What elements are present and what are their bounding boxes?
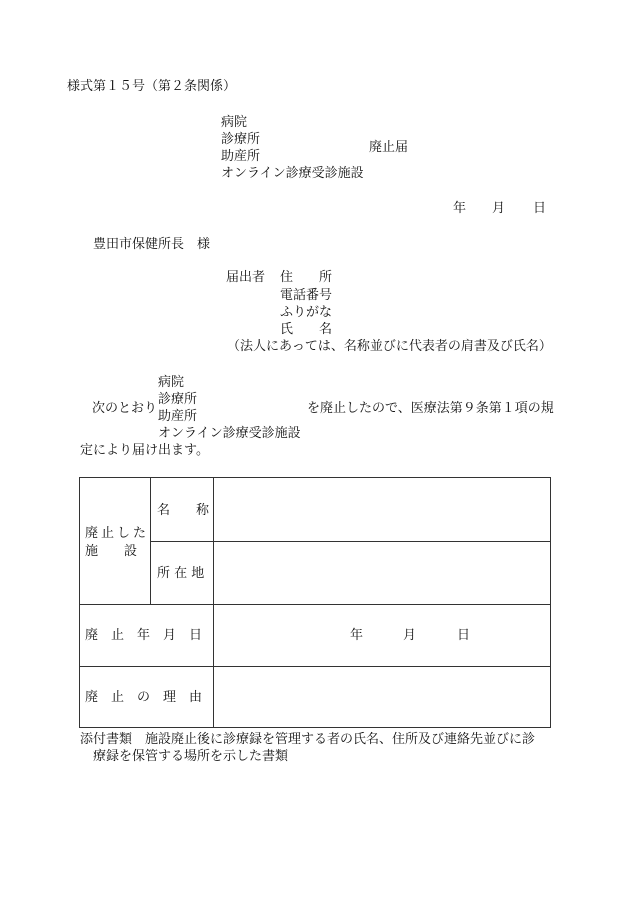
facility-name-field[interactable] <box>218 502 548 520</box>
closure-reason-label: 廃 止 の 理 由 <box>85 690 203 705</box>
closure-date-day: 日 <box>457 628 471 643</box>
applicant-name-label: 氏 名 <box>280 322 333 337</box>
attachments-line1: 添付書類 施設廃止後に診療録を管理する者の氏名、住所及び連絡先並びに診 <box>80 732 536 747</box>
closure-date-month: 月 <box>403 628 417 643</box>
closure-date-label: 廃 止 年 月 日 <box>85 628 203 643</box>
closure-reason-field[interactable] <box>218 688 548 706</box>
title-facility-maternity: 助産所 <box>221 149 261 164</box>
facility-header-line1: 廃止した <box>85 526 150 541</box>
body-line2: 定により届け出ます。 <box>80 443 209 458</box>
body-facility-online: オンライン診療受診施設 <box>158 426 301 441</box>
table-divider-h3 <box>80 666 550 667</box>
facility-header-line2: 施 設 <box>85 544 138 559</box>
date-day: 日 <box>533 201 547 216</box>
facility-location-field[interactable] <box>218 565 548 583</box>
body-facility-maternity: 助産所 <box>158 409 198 424</box>
body-facility-hospital: 病院 <box>158 375 185 390</box>
closure-date-year: 年 <box>350 628 364 643</box>
closure-table <box>79 477 551 728</box>
applicant-furigana-label: ふりがな <box>280 305 333 320</box>
applicant-corporate-note: （法人にあっては、名称並びに代表者の肩書及び氏名） <box>227 339 552 354</box>
table-divider-v-main <box>213 478 214 727</box>
title-suffix: 廃止届 <box>369 140 409 155</box>
facility-location-label: 所 在 地 <box>157 566 205 581</box>
body-suffix: を廃止したので、医療法第９条第１項の規 <box>307 401 554 416</box>
applicant-label: 届出者 <box>226 270 266 285</box>
title-facility-hospital: 病院 <box>221 115 248 130</box>
body-prefix: 次のとおり <box>92 401 158 416</box>
form-number: 様式第１５号（第２条関係） <box>67 79 237 94</box>
date-year: 年 <box>453 201 467 216</box>
title-facility-online: オンライン診療受診施設 <box>221 166 364 181</box>
attachments-line2: 療録を保管する場所を示した書類 <box>93 749 289 764</box>
date-month: 月 <box>492 201 506 216</box>
table-divider-h1 <box>150 541 550 542</box>
title-facility-clinic: 診療所 <box>221 132 261 147</box>
facility-name-label: 名 称 <box>157 503 210 518</box>
addressee: 豊田市保健所長 様 <box>93 237 211 252</box>
applicant-address-label: 住 所 <box>280 270 333 285</box>
applicant-phone-label: 電話番号 <box>280 288 333 303</box>
table-divider-h2 <box>80 604 550 605</box>
body-facility-clinic: 診療所 <box>158 392 198 407</box>
